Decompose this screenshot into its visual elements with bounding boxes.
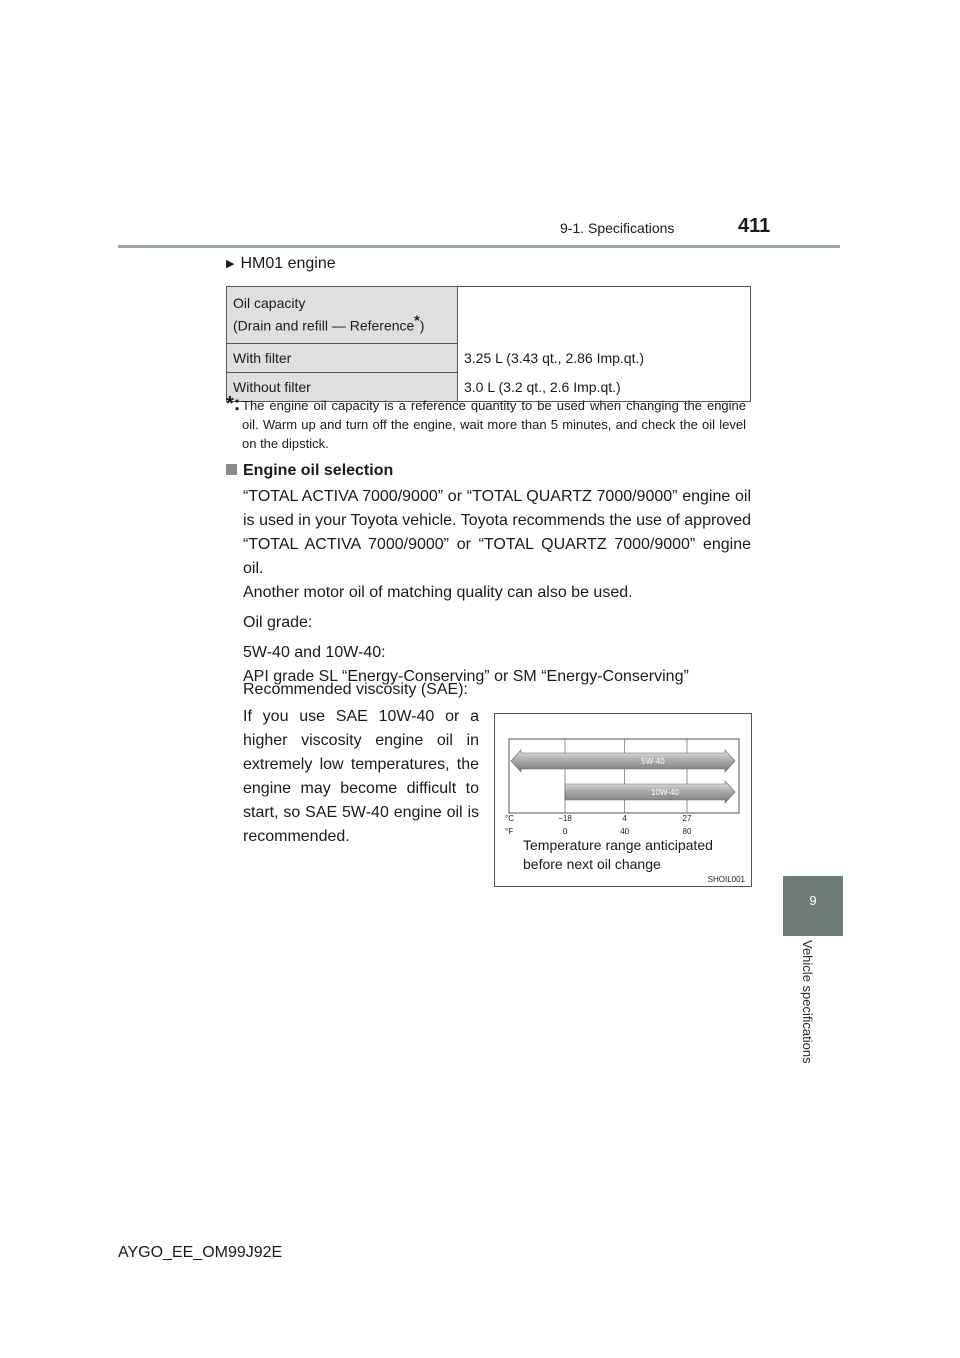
- chart-grid: [565, 739, 687, 813]
- section-header: 9-1. Specifications: [560, 220, 675, 236]
- section-title: Engine oil selection: [243, 462, 394, 479]
- oil-grade-line2: API grade SL “Energy-Conserving” or SM “Energy-Conserving”: [243, 668, 689, 685]
- paragraph-alternative-oil: Another motor oil of matching quality can also be used.: [243, 584, 633, 601]
- header-close: ): [419, 317, 425, 334]
- table-header-row: [227, 287, 751, 344]
- bar-label: 5W-40: [641, 757, 665, 766]
- viscosity-chart-svg: [495, 714, 751, 886]
- footnote-marker: *:: [226, 393, 241, 415]
- oil-grade-label: Oil grade:: [243, 614, 313, 631]
- row-label: Without filter: [227, 373, 458, 402]
- celsius-unit: °C: [505, 814, 514, 823]
- page-number: 411: [738, 215, 771, 237]
- viscosity-chart: [494, 713, 752, 887]
- header-rule: [118, 245, 840, 248]
- figure-id: SHOIL001: [707, 875, 745, 884]
- triangle-bullet-icon: ▶: [226, 258, 235, 270]
- celsius-tick-label: −18: [558, 814, 572, 823]
- bar-10w-40: [565, 781, 735, 803]
- viscosity-note: If you use SAE 10W-40 or a higher viscosity engine oil in extremely low temperatures, the engine may become difficult to start, so SAE 5W-40 engine oil is recommended.: [243, 708, 479, 845]
- row-label: With filter: [227, 344, 458, 373]
- footnote-text: The engine oil capacity is a reference quantity to be used when changing the engine oil. Warm up and turn off the engine, wait more than 5 minutes, and check the oil level on the dipstick.: [242, 398, 746, 451]
- chart-caption-line2: before next oil change: [523, 856, 661, 872]
- square-bullet-icon: [226, 464, 237, 475]
- table-row: [227, 344, 751, 373]
- viscosity-label: Recommended viscosity (SAE):: [243, 681, 468, 698]
- fahrenheit-tick-label: 40: [620, 827, 630, 836]
- chart-ticks: [558, 814, 692, 836]
- section-heading: [226, 462, 393, 480]
- table-header-empty: [458, 287, 751, 344]
- row-value: 3.0 L (3.2 qt., 2.6 Imp.qt.): [458, 373, 751, 402]
- table-header-cell: [227, 287, 458, 344]
- header-line1: Oil capacity: [233, 295, 306, 312]
- header-line2: (Drain and refill — Reference: [233, 317, 415, 334]
- reference-star: *: [414, 312, 420, 329]
- fahrenheit-tick-label: 80: [682, 827, 692, 836]
- paragraph-oil-brands: “TOTAL ACTIVA 7000/9000” or “TOTAL QUARTZ 7000/9000” engine oil is used in your Toyota vehicle. Toyota recommends the use of approved “TOTAL ACTIVA 7000/9000” or “TOTAL QUARTZ 7000/9000” engine oil.: [243, 488, 751, 577]
- oil-capacity-table: [226, 286, 751, 402]
- chapter-number: 9: [809, 893, 817, 908]
- engine-label: [226, 255, 336, 273]
- bar-5w-40: [511, 750, 735, 772]
- engine-label-text: HM01 engine: [240, 255, 336, 272]
- oil-grade-line1: 5W-40 and 10W-40:: [243, 644, 386, 661]
- document-code: AYGO_EE_OM99J92E: [118, 1244, 283, 1261]
- chart-plot-area: [509, 739, 739, 813]
- celsius-tick-label: 4: [622, 814, 627, 823]
- bar-label: 10W-40: [651, 788, 679, 797]
- footnote: [226, 393, 746, 453]
- row-value: 3.25 L (3.43 qt., 2.86 Imp.qt.): [458, 344, 751, 373]
- fahrenheit-tick-label: 0: [562, 827, 568, 836]
- chapter-title: Vehicle specifications: [800, 940, 815, 1064]
- celsius-tick-label: 27: [682, 814, 692, 823]
- chart-bars: [511, 750, 735, 803]
- chart-caption-line1: Temperature range anticipated: [523, 837, 713, 853]
- fahrenheit-unit: °F: [505, 827, 514, 836]
